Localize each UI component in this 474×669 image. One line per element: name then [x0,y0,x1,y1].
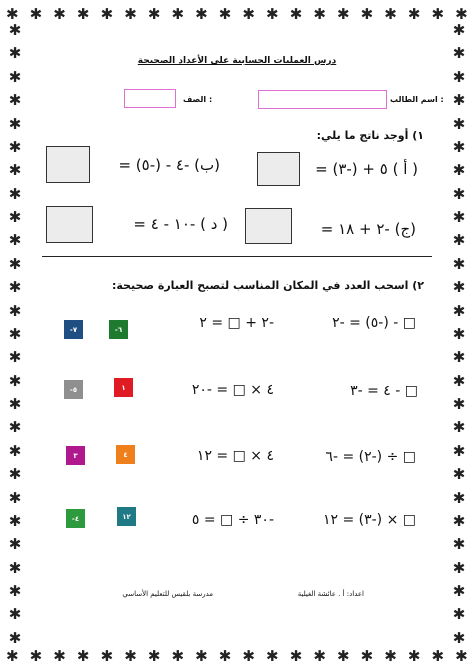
star-ornament-icon: ✱ [100,647,114,665]
star-ornament-icon: ✱ [452,511,466,530]
bottom-border [6,646,468,666]
star-ornament-icon: ✱ [360,5,374,23]
answer-box-b[interactable] [46,146,90,183]
star-ornament-icon: ✱ [452,395,466,413]
star-ornament-icon: ✱ [336,647,350,665]
student-name-field[interactable] [258,90,387,109]
star-ornament-icon: ✱ [8,465,22,484]
star-ornament-icon: ✱ [29,647,43,665]
equation-left-3: ٤ × □ = ١٢ [196,448,274,464]
star-ornament-icon: ✱ [8,137,22,156]
star-ornament-icon: ✱ [171,5,185,23]
star-ornament-icon: ✱ [452,605,466,624]
star-ornament-icon: ✱ [452,184,466,203]
star-ornament-icon: ✱ [8,114,22,133]
equation-right-1: □ - (-٥) = -٢ [332,315,416,331]
star-ornament-icon: ✱ [147,5,161,23]
star-ornament-icon: ✱ [289,647,303,665]
star-ornament-icon: ✱ [452,582,466,600]
class-label: الصف : [183,95,213,104]
star-ornament-icon: ✱ [8,348,22,367]
exercise-d: ( د ) -١٠ - ٤ = [133,215,228,233]
left-border [5,22,25,646]
number-tile[interactable]: ٣ [66,446,85,465]
star-ornament-icon: ✱ [452,371,466,390]
star-ornament-icon: ✱ [6,647,19,665]
answer-box-c[interactable] [245,208,292,244]
star-ornament-icon: ✱ [8,254,22,273]
star-ornament-icon: ✱ [8,231,22,250]
answer-box-d[interactable] [46,206,93,243]
number-tile[interactable]: ١٢ [117,507,136,526]
star-ornament-icon: ✱ [8,441,22,460]
number-tile[interactable]: -٤ [66,509,85,528]
star-ornament-icon: ✱ [452,67,466,86]
star-ornament-icon: ✱ [452,21,466,39]
star-ornament-icon: ✱ [452,465,466,484]
star-ornament-icon: ✱ [8,324,22,343]
section-divider [42,256,432,257]
star-ornament-icon: ✱ [53,5,66,23]
star-ornament-icon: ✱ [8,278,22,297]
star-ornament-icon: ✱ [452,231,466,250]
number-tile[interactable]: -٦ [109,320,128,339]
star-ornament-icon: ✱ [452,324,466,343]
school-name: مدرسة بلقيس للتعليم الأساسي [122,590,213,598]
star-ornament-icon: ✱ [8,301,22,320]
number-tile[interactable]: -٧ [64,320,83,339]
star-ornament-icon: ✱ [6,5,19,23]
star-ornament-icon: ✱ [452,114,466,133]
star-ornament-icon: ✱ [242,647,255,665]
star-ornament-icon: ✱ [8,582,22,600]
star-ornament-icon: ✱ [313,647,326,665]
star-ornament-icon: ✱ [266,5,279,23]
star-ornament-icon: ✱ [218,647,232,665]
star-ornament-icon: ✱ [384,5,397,23]
star-ornament-icon: ✱ [8,488,22,507]
star-ornament-icon: ✱ [195,647,208,665]
star-ornament-icon: ✱ [8,91,22,110]
star-ornament-icon: ✱ [452,137,466,156]
equation-right-3: □ ÷ (-٢) = -٦ [325,449,416,465]
star-ornament-icon: ✱ [431,647,445,665]
star-ornament-icon: ✱ [8,21,22,39]
number-tile[interactable]: ١ [114,378,133,397]
star-ornament-icon: ✱ [8,418,22,437]
star-ornament-icon: ✱ [8,208,22,226]
star-ornament-icon: ✱ [384,647,397,665]
star-ornament-icon: ✱ [171,647,185,665]
star-ornament-icon: ✱ [407,647,421,665]
star-ornament-icon: ✱ [407,5,421,23]
answer-box-a[interactable] [257,152,300,186]
equation-left-2: ٤ × □ = -٢٠ [191,382,274,398]
star-ornament-icon: ✱ [266,647,279,665]
star-ornament-icon: ✱ [29,5,43,23]
star-ornament-icon: ✱ [8,628,22,647]
star-ornament-icon: ✱ [452,278,466,297]
star-ornament-icon: ✱ [313,5,326,23]
top-border [6,4,468,24]
star-ornament-icon: ✱ [8,161,22,180]
right-border [449,22,469,646]
star-ornament-icon: ✱ [452,44,466,63]
star-ornament-icon: ✱ [452,301,466,320]
star-ornament-icon: ✱ [8,558,22,577]
star-ornament-icon: ✱ [455,647,468,665]
equation-left-4: -٣٠ ÷ □ = ٥ [191,512,274,528]
star-ornament-icon: ✱ [76,647,90,665]
star-ornament-icon: ✱ [8,511,22,530]
page-title: درس العمليات الحسابية على الأعداد الصحيحة [137,56,337,66]
star-ornament-icon: ✱ [452,441,466,460]
star-ornament-icon: ✱ [8,44,22,63]
star-ornament-icon: ✱ [100,5,114,23]
star-ornament-icon: ✱ [452,208,466,226]
star-ornament-icon: ✱ [336,5,350,23]
star-ornament-icon: ✱ [124,5,137,23]
equation-right-4: □ × (-٣) = ١٢ [322,512,416,528]
star-ornament-icon: ✱ [124,647,137,665]
star-ornament-icon: ✱ [8,67,22,86]
star-ornament-icon: ✱ [452,91,466,110]
exercise-c: (ج) -٢ + ١٨ = [320,220,416,238]
number-tile[interactable]: ٤ [116,445,135,464]
class-field[interactable] [124,89,176,108]
star-ornament-icon: ✱ [452,254,466,273]
star-ornament-icon: ✱ [8,371,22,390]
star-ornament-icon: ✱ [452,348,466,367]
star-ornament-icon: ✱ [242,5,255,23]
star-ornament-icon: ✱ [431,5,445,23]
star-ornament-icon: ✱ [452,628,466,647]
student-name-label: اسم الطالب : [390,95,444,104]
equation-left-1: -٢ + □ = ٢ [199,315,274,331]
section1-heading: ١) أوجد ناتج ما يلي: [316,129,424,142]
star-ornament-icon: ✱ [289,5,303,23]
star-ornament-icon: ✱ [360,647,374,665]
exercise-b: (ب) -٤ - (-٥) = [118,156,220,174]
equation-right-2: □ - ٤ = -٣ [350,383,418,399]
star-ornament-icon: ✱ [8,605,22,624]
section2-heading: ٢) اسحب العدد في المكان المناسب لتصبح العبارة صحيحة: [111,279,424,292]
star-ornament-icon: ✱ [452,418,466,437]
star-ornament-icon: ✱ [8,184,22,203]
star-ornament-icon: ✱ [53,647,66,665]
star-ornament-icon: ✱ [452,161,466,180]
star-ornament-icon: ✱ [452,488,466,507]
prepared-by: اعداد: أ . عائشة الغيلية [297,590,364,598]
star-ornament-icon: ✱ [218,5,232,23]
star-ornament-icon: ✱ [147,647,161,665]
star-ornament-icon: ✱ [76,5,90,23]
star-ornament-icon: ✱ [195,5,208,23]
star-ornament-icon: ✱ [8,535,22,554]
exercise-a: ( أ ) ٥ + (-٣) = [315,160,418,178]
star-ornament-icon: ✱ [452,558,466,577]
star-ornament-icon: ✱ [452,535,466,554]
star-ornament-icon: ✱ [455,5,468,23]
number-tile[interactable]: -٥ [64,380,83,399]
star-ornament-icon: ✱ [8,395,22,413]
